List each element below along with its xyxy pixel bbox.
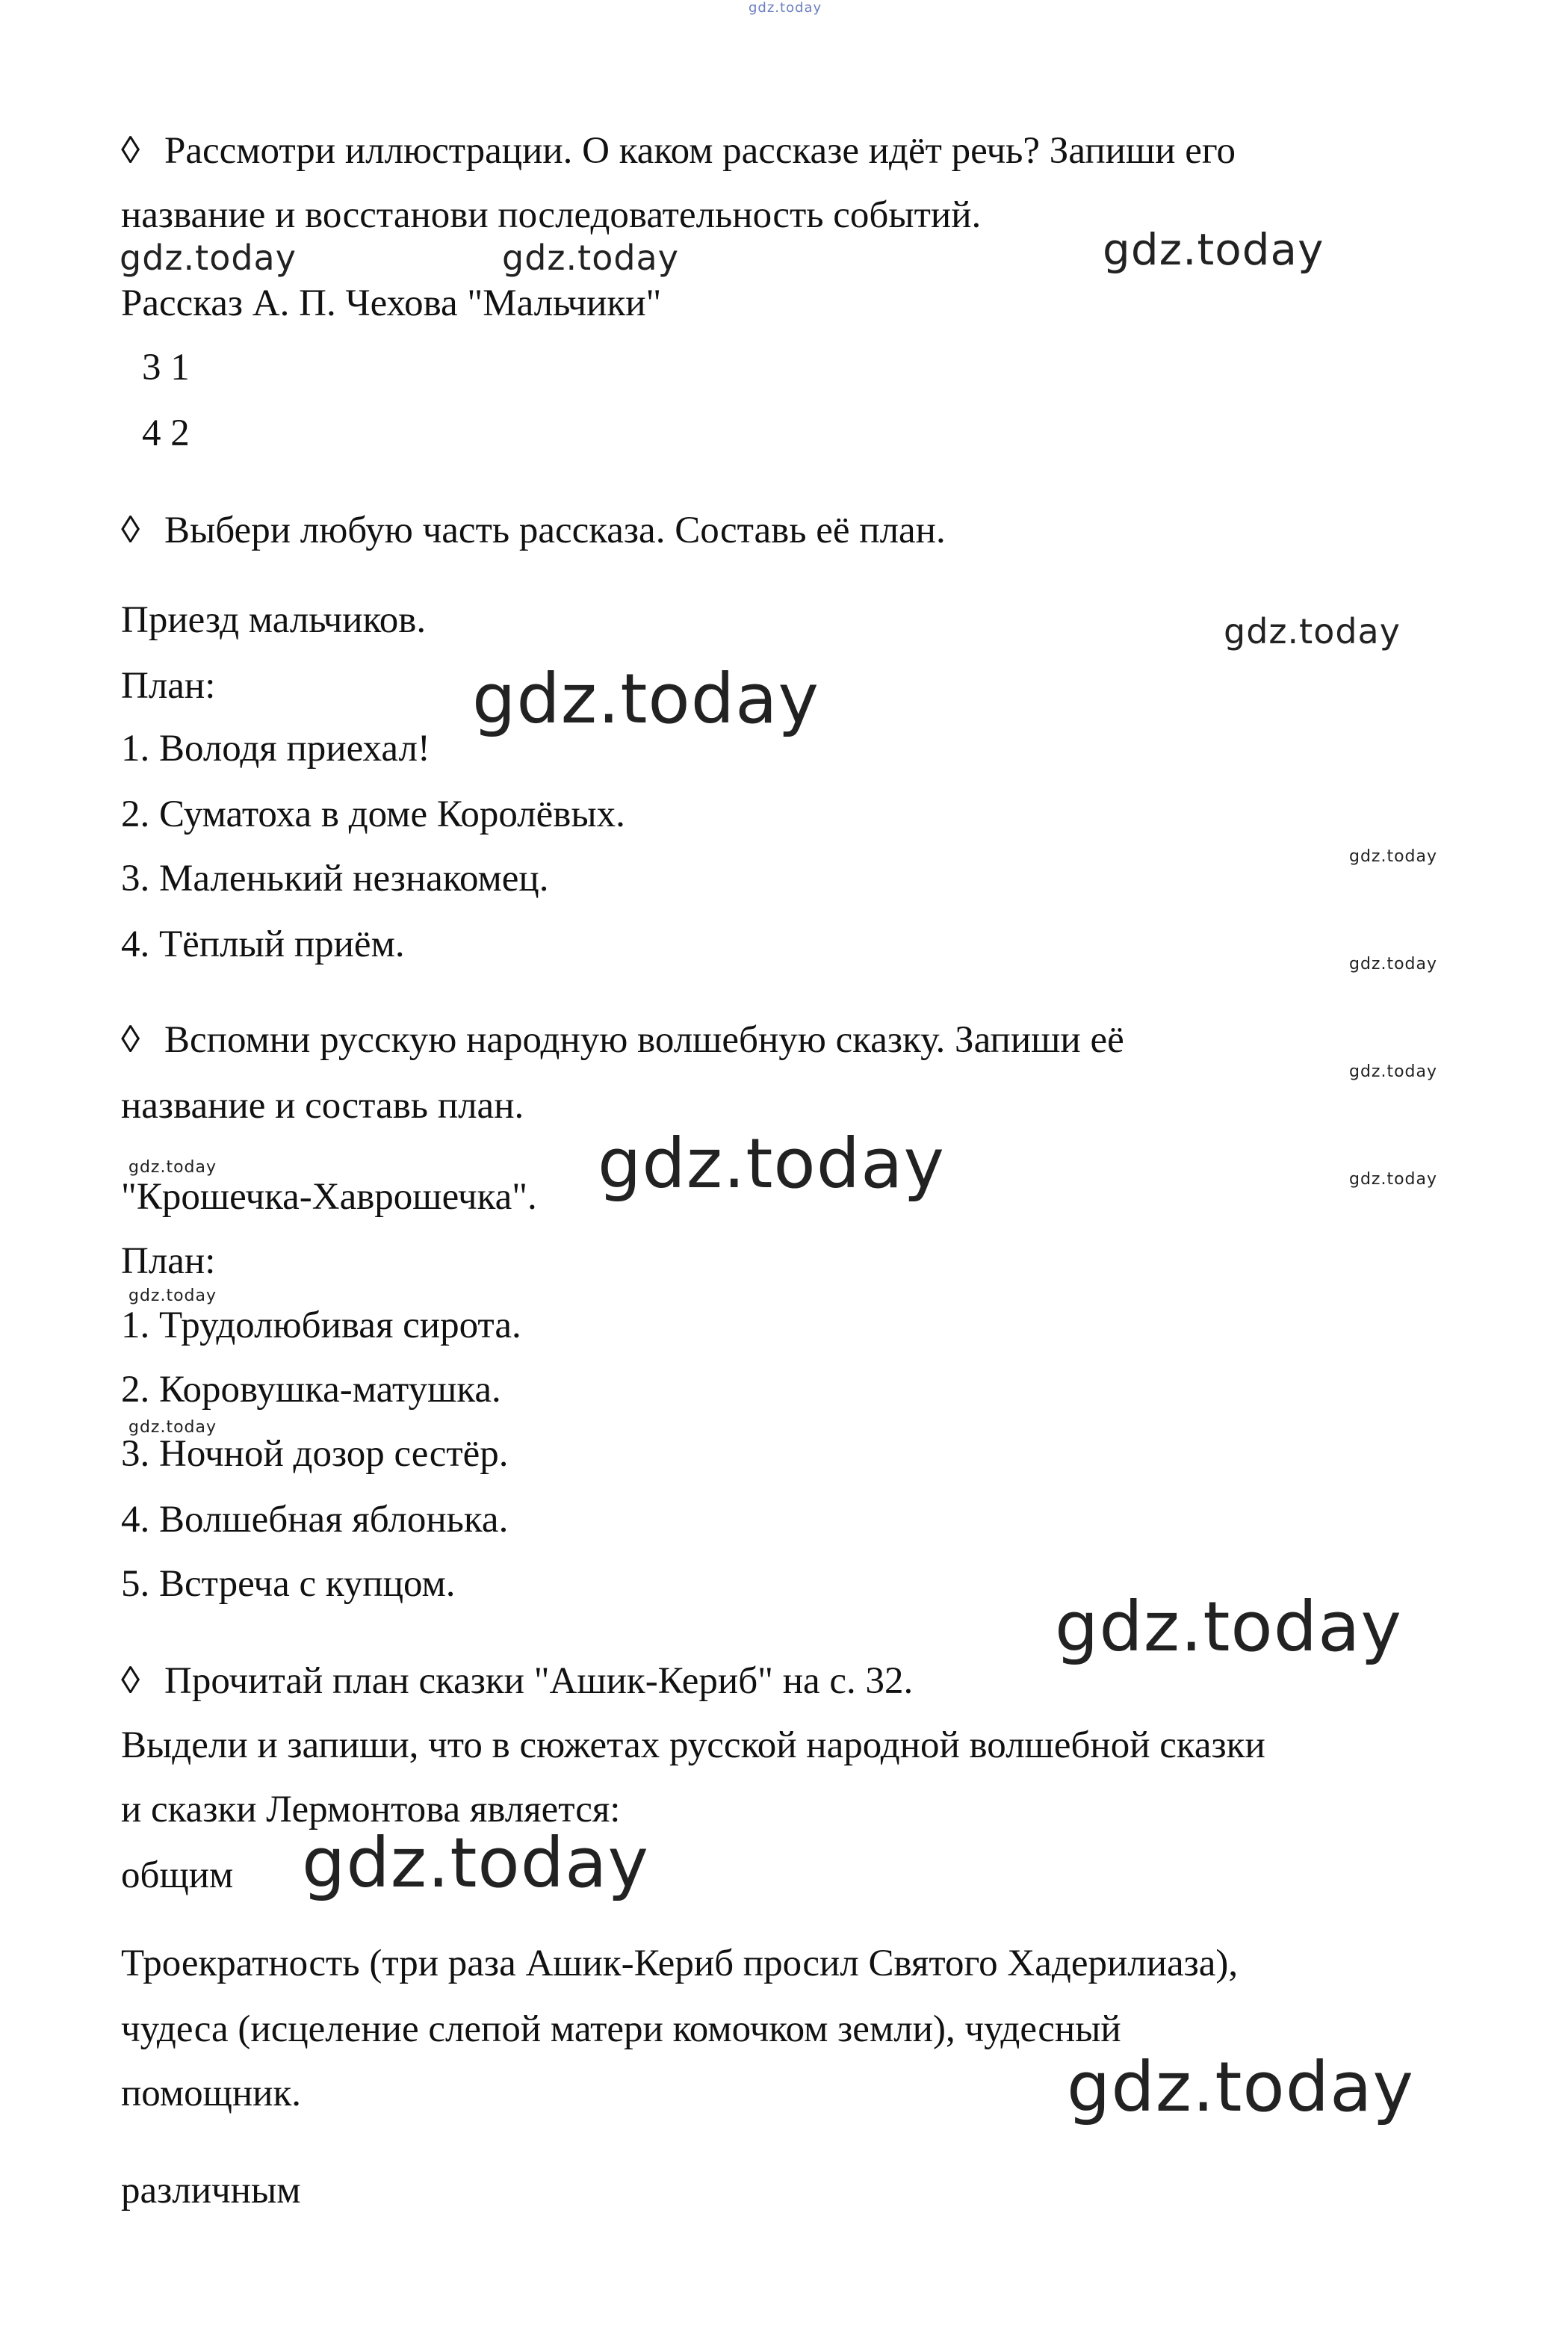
task4-common-line2: чудеса (исцеление слепой матери комочком земли), чудесный <box>121 2008 1121 2050</box>
task3-plan-label: План: <box>121 1240 216 1282</box>
task2-plan-label: План: <box>121 665 216 707</box>
task3-plan-item: 5. Встреча с купцом. <box>121 1563 456 1605</box>
task1-prompt-line1 <box>121 129 1236 173</box>
diamond-bullet-icon: ◊ <box>121 1660 140 1702</box>
task4-common-line1: Троекратность (три раза Ашик-Кериб просил Святого Хадерилиаза), <box>121 1943 1239 1984</box>
task2-plan-item: 1. Володя приехал! <box>121 728 430 770</box>
task4-common-label: общим <box>121 1854 234 1896</box>
task2-part-title: Приезд мальчиков. <box>121 599 427 641</box>
task4-prompt-line1 <box>121 1659 913 1703</box>
task2-prompt <box>121 508 946 553</box>
task2-plan-item: 4. Тёплый приём. <box>121 923 405 965</box>
task4-prompt-line2: Выдели и запиши, что в сюжетах русской народной волшебной сказки <box>121 1724 1265 1766</box>
watermark: gdz.today <box>120 238 297 278</box>
task3-plan-item: 1. Трудолюбивая сирота. <box>121 1304 521 1346</box>
watermark: gdz.today <box>128 1158 217 1177</box>
task3-plan-item: 2. Коровушка-матушка. <box>121 1369 501 1411</box>
watermark-top: gdz.today <box>749 0 822 16</box>
diamond-bullet-icon: ◊ <box>121 130 140 172</box>
task3-prompt-text: Вспомни русскую народную волшебную сказку. Запиши её <box>164 1019 1124 1061</box>
watermark: gdz.today <box>502 238 679 278</box>
task3-plan-item: 3. Ночной дозор сестёр. <box>121 1433 509 1475</box>
diamond-bullet-icon: ◊ <box>121 510 140 551</box>
watermark: gdz.today <box>1055 1587 1402 1667</box>
task1-prompt-text: Рассмотри иллюстрации. О каком рассказе идёт речь? Запиши его <box>164 130 1236 172</box>
task4-different-label: различным <box>121 2170 301 2212</box>
task4-common-line3: помощник. <box>121 2073 301 2114</box>
task2-prompt-text: Выбери любую часть рассказа. Составь её план. <box>164 510 946 551</box>
task1-answer-title: Рассказ А. П. Чехова "Мальчики" <box>121 282 662 324</box>
watermark: gdz.today <box>1349 955 1438 974</box>
task1-order-row1: 3 1 <box>142 347 190 389</box>
diamond-bullet-icon: ◊ <box>121 1019 140 1061</box>
watermark: gdz.today <box>472 659 819 739</box>
task3-tale-title: "Крошечка-Хаврошечка". <box>121 1176 537 1218</box>
task1-order-row2: 4 2 <box>142 412 190 454</box>
watermark: gdz.today <box>1224 611 1401 652</box>
task1-prompt-line2: название и восстанови последовательность событий. <box>121 194 982 236</box>
watermark: gdz.today <box>128 1287 217 1305</box>
watermark: gdz.today <box>302 1823 649 1903</box>
watermark: gdz.today <box>1103 224 1324 275</box>
task3-plan-item: 4. Волшебная яблонька. <box>121 1499 509 1541</box>
watermark: gdz.today <box>1349 1170 1438 1189</box>
watermark: gdz.today <box>128 1418 217 1437</box>
task3-prompt-line1 <box>121 1018 1124 1062</box>
task4-prompt-text: Прочитай план сказки "Ашик-Кериб" на с. 32. <box>164 1660 914 1702</box>
watermark: gdz.today <box>1349 1062 1438 1081</box>
watermark: gdz.today <box>1067 2047 1414 2127</box>
watermark: gdz.today <box>1349 847 1438 866</box>
task4-prompt-line3: и сказки Лермонтова является: <box>121 1789 621 1830</box>
task3-prompt-line2: название и составь план. <box>121 1085 524 1127</box>
watermark: gdz.today <box>598 1124 945 1204</box>
task2-plan-item: 2. Суматоха в доме Королёвых. <box>121 793 625 835</box>
task2-plan-item: 3. Маленький незнакомец. <box>121 858 549 900</box>
